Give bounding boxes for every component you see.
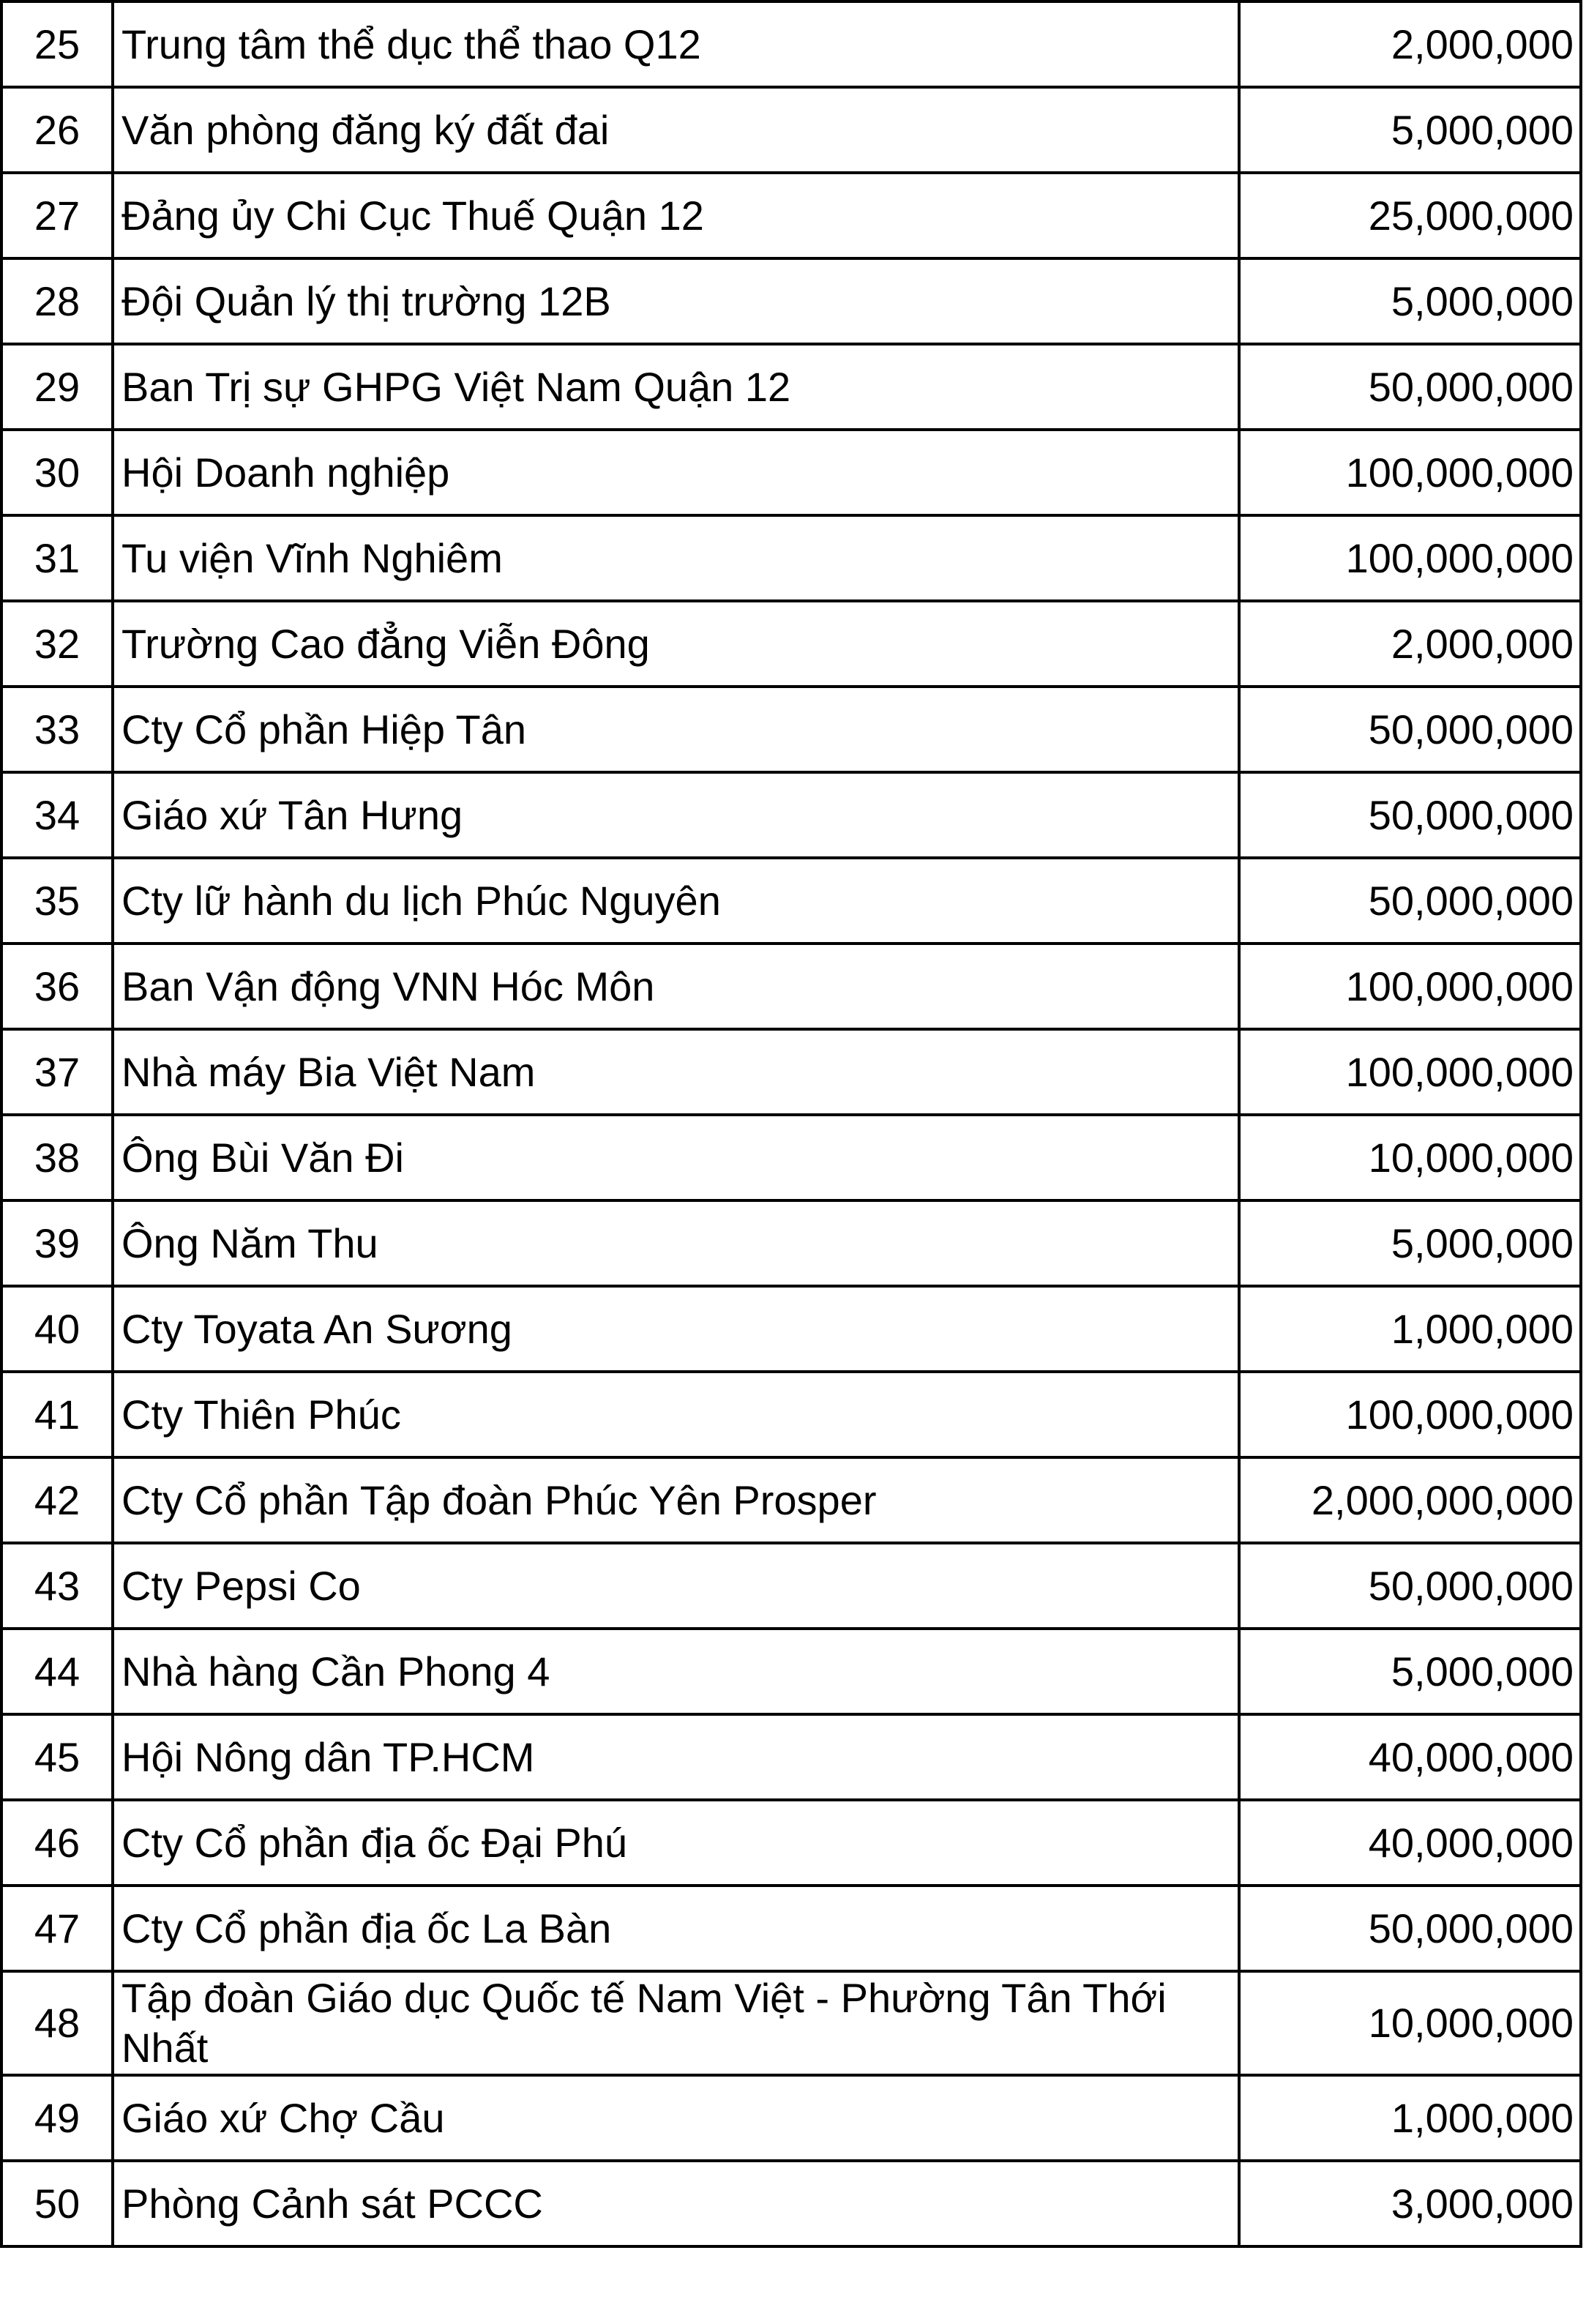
donor-name: Ban Trị sự GHPG Việt Nam Quận 12 bbox=[113, 344, 1239, 430]
table-row bbox=[1, 1115, 1581, 1200]
donation-amount: 50,000,000 bbox=[1239, 1886, 1581, 1971]
row-number: 35 bbox=[1, 858, 113, 944]
table-row bbox=[1, 258, 1581, 344]
donation-amount: 50,000,000 bbox=[1239, 772, 1581, 858]
donor-name: Trường Cao đẳng Viễn Đông bbox=[113, 601, 1239, 687]
donation-amount: 100,000,000 bbox=[1239, 515, 1581, 601]
row-number: 46 bbox=[1, 1800, 113, 1886]
donor-name: Cty Cổ phần địa ốc La Bàn bbox=[113, 1886, 1239, 1971]
table-row bbox=[1, 1800, 1581, 1886]
donor-name: Ông Năm Thu bbox=[113, 1200, 1239, 1286]
donation-amount: 100,000,000 bbox=[1239, 944, 1581, 1029]
row-number: 34 bbox=[1, 772, 113, 858]
donation-amount: 50,000,000 bbox=[1239, 1543, 1581, 1629]
row-number: 50 bbox=[1, 2161, 113, 2246]
table-row bbox=[1, 2075, 1581, 2161]
donation-amount: 5,000,000 bbox=[1239, 258, 1581, 344]
table-row bbox=[1, 858, 1581, 944]
donor-name: Giáo xứ Tân Hưng bbox=[113, 772, 1239, 858]
donation-amount: 40,000,000 bbox=[1239, 1714, 1581, 1800]
donation-amount: 10,000,000 bbox=[1239, 1115, 1581, 1200]
table-row bbox=[1, 2161, 1581, 2246]
row-number: 44 bbox=[1, 1629, 113, 1714]
row-number: 38 bbox=[1, 1115, 113, 1200]
table-row bbox=[1, 1286, 1581, 1372]
table-row bbox=[1, 344, 1581, 430]
donation-amount: 100,000,000 bbox=[1239, 1029, 1581, 1115]
donor-name: Trung tâm thể dục thể thao Q12 bbox=[113, 1, 1239, 87]
donor-name: Cty Thiên Phúc bbox=[113, 1372, 1239, 1457]
donor-name: Hội Nông dân TP.HCM bbox=[113, 1714, 1239, 1800]
row-number: 49 bbox=[1, 2075, 113, 2161]
table-row bbox=[1, 772, 1581, 858]
donor-name: Tập đoàn Giáo dục Quốc tế Nam Việt - Phường Tân Thới Nhất bbox=[113, 1971, 1239, 2075]
table-row bbox=[1, 1543, 1581, 1629]
donor-name: Đội Quản lý thị trường 12B bbox=[113, 258, 1239, 344]
donor-name: Cty Toyata An Sương bbox=[113, 1286, 1239, 1372]
row-number: 32 bbox=[1, 601, 113, 687]
row-number: 42 bbox=[1, 1457, 113, 1543]
table-row bbox=[1, 1886, 1581, 1971]
row-number: 25 bbox=[1, 1, 113, 87]
table-row bbox=[1, 515, 1581, 601]
table-row bbox=[1, 601, 1581, 687]
donation-amount: 50,000,000 bbox=[1239, 687, 1581, 772]
donor-name: Phòng Cảnh sát PCCC bbox=[113, 2161, 1239, 2246]
donation-amount: 40,000,000 bbox=[1239, 1800, 1581, 1886]
donor-name: Giáo xứ Chợ Cầu bbox=[113, 2075, 1239, 2161]
row-number: 29 bbox=[1, 344, 113, 430]
donation-amount: 2,000,000 bbox=[1239, 601, 1581, 687]
donor-name: Cty lữ hành du lịch Phúc Nguyên bbox=[113, 858, 1239, 944]
row-number: 40 bbox=[1, 1286, 113, 1372]
table-row bbox=[1, 173, 1581, 258]
row-number: 26 bbox=[1, 87, 113, 173]
donor-name: Ông Bùi Văn Đi bbox=[113, 1115, 1239, 1200]
donation-amount: 1,000,000 bbox=[1239, 1286, 1581, 1372]
donation-amount: 5,000,000 bbox=[1239, 1200, 1581, 1286]
donor-name: Đảng ủy Chi Cục Thuế Quận 12 bbox=[113, 173, 1239, 258]
table-row bbox=[1, 1029, 1581, 1115]
row-number: 36 bbox=[1, 944, 113, 1029]
row-number: 41 bbox=[1, 1372, 113, 1457]
donation-amount: 50,000,000 bbox=[1239, 344, 1581, 430]
donor-name: Cty Cổ phần Tập đoàn Phúc Yên Prosper bbox=[113, 1457, 1239, 1543]
table-row bbox=[1, 687, 1581, 772]
donor-name: Nhà hàng Cần Phong 4 bbox=[113, 1629, 1239, 1714]
donation-amount: 3,000,000 bbox=[1239, 2161, 1581, 2246]
donor-name: Cty Cổ phần Hiệp Tân bbox=[113, 687, 1239, 772]
row-number: 43 bbox=[1, 1543, 113, 1629]
row-number: 31 bbox=[1, 515, 113, 601]
donor-name: Cty Pepsi Co bbox=[113, 1543, 1239, 1629]
donor-name: Ban Vận động VNN Hóc Môn bbox=[113, 944, 1239, 1029]
donation-amount: 2,000,000,000 bbox=[1239, 1457, 1581, 1543]
table-row bbox=[1, 1200, 1581, 1286]
table-row bbox=[1, 1714, 1581, 1800]
donation-amount: 5,000,000 bbox=[1239, 1629, 1581, 1714]
table-row bbox=[1, 1971, 1581, 2075]
row-number: 39 bbox=[1, 1200, 113, 1286]
row-number: 47 bbox=[1, 1886, 113, 1971]
row-number: 45 bbox=[1, 1714, 113, 1800]
table-row bbox=[1, 1372, 1581, 1457]
table-row bbox=[1, 1, 1581, 87]
row-number: 37 bbox=[1, 1029, 113, 1115]
donation-amount: 100,000,000 bbox=[1239, 1372, 1581, 1457]
donor-name: Văn phòng đăng ký đất đai bbox=[113, 87, 1239, 173]
donor-name: Cty Cổ phần địa ốc Đại Phú bbox=[113, 1800, 1239, 1886]
table-row bbox=[1, 944, 1581, 1029]
donation-amount: 2,000,000 bbox=[1239, 1, 1581, 87]
row-number: 33 bbox=[1, 687, 113, 772]
donation-amount: 10,000,000 bbox=[1239, 1971, 1581, 2075]
table-row bbox=[1, 430, 1581, 515]
row-number: 48 bbox=[1, 1971, 113, 2075]
donation-amount: 100,000,000 bbox=[1239, 430, 1581, 515]
donation-table-body bbox=[1, 1, 1581, 2246]
donation-amount: 50,000,000 bbox=[1239, 858, 1581, 944]
donation-amount: 25,000,000 bbox=[1239, 173, 1581, 258]
donor-name: Hội Doanh nghiệp bbox=[113, 430, 1239, 515]
table-row bbox=[1, 1457, 1581, 1543]
donor-name: Tu viện Vĩnh Nghiêm bbox=[113, 515, 1239, 601]
donation-amount: 1,000,000 bbox=[1239, 2075, 1581, 2161]
table-row bbox=[1, 1629, 1581, 1714]
donation-amount: 5,000,000 bbox=[1239, 87, 1581, 173]
table-row bbox=[1, 87, 1581, 173]
donor-name: Nhà máy Bia Việt Nam bbox=[113, 1029, 1239, 1115]
row-number: 27 bbox=[1, 173, 113, 258]
row-number: 30 bbox=[1, 430, 113, 515]
row-number: 28 bbox=[1, 258, 113, 344]
